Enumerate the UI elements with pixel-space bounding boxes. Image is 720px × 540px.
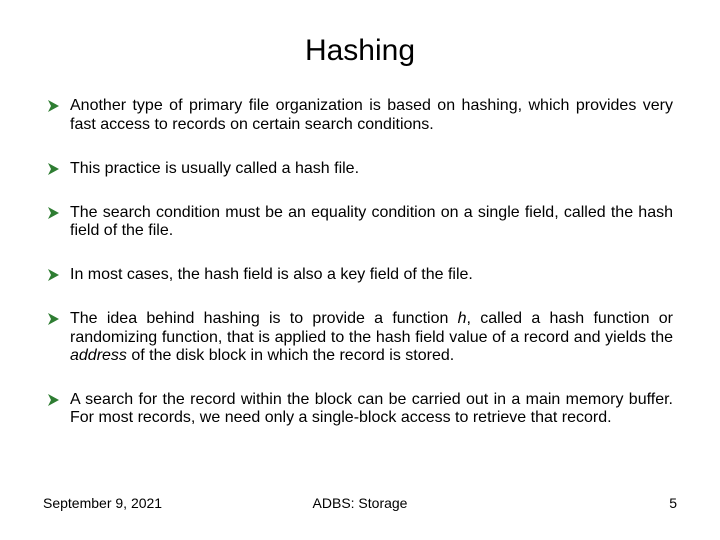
arrowhead-bullet-icon [46,393,60,407]
arrowhead-bullet-icon [46,268,60,282]
footer-date: September 9, 2021 [43,495,163,511]
page-number: 5 [669,495,677,511]
bullet-text-italic: h [457,310,467,327]
arrowhead-bullet-icon [46,162,60,176]
bullet-text: This practice is usually called a hash file. [70,160,360,177]
bullet-text: In most cases, the hash field is also a key field of the file. [70,265,473,283]
arrowhead-bullet-icon [46,99,60,113]
bullet-item [46,310,673,366]
bullet-text: A search for the record within the block can be carried out in a main memory buffer. For most records, we need only a single-block access to retrieve that record. [70,390,673,426]
bullet-text: Another type of primary file organization is based on hashing, which provides very fast access to records on certain search conditions. [70,97,673,133]
bullet-text: The search condition must be an equality condition on a single field, called the hash field of the file. [70,203,673,239]
bullet-text [70,310,673,364]
bullet-item [46,391,673,428]
bullet-text-italic: address [70,347,127,364]
bullet-text-part: , called a hash function or randomizing function, that is applied to the hash field value of a record and yields the [70,310,673,346]
arrowhead-bullet-icon [46,312,60,326]
arrowhead-bullet-icon [46,206,60,220]
bullet-item [46,97,673,134]
slide-title: Hashing [304,34,416,67]
footer-title: ADBS: Storage [312,495,408,511]
bullet-text-part: The idea behind hashing is to provide a function [70,310,458,327]
bullet-item [46,266,673,285]
bullet-item [46,160,673,179]
bullet-list [46,97,673,428]
bullet-text-part: of the disk block in which the record is stored. [126,347,455,364]
bullet-item [46,204,673,241]
